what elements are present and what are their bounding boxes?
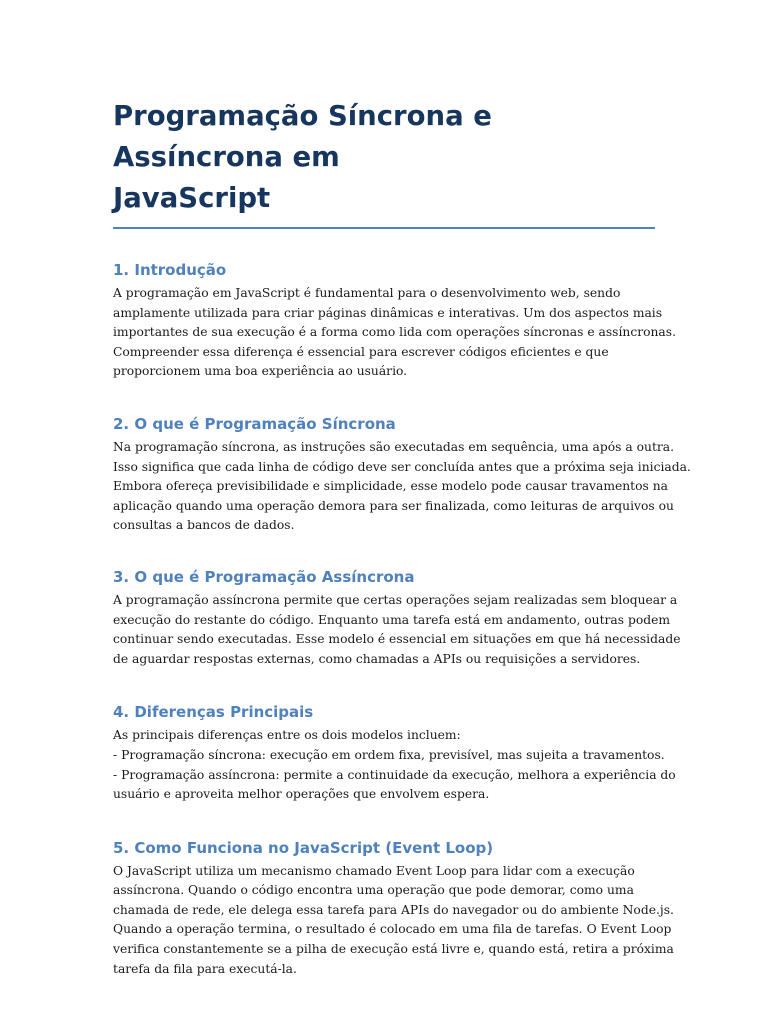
paragraph-line: verifica constantemente se a pilha de execução está livre e, quando está, retira a próxima xyxy=(113,942,674,957)
document-page xyxy=(113,96,691,979)
section-event-loop xyxy=(113,838,674,980)
paragraph-line: Quando a operação termina, o resultado é colocado em uma fila de tarefas. O Event Loop xyxy=(113,922,672,937)
paragraph-line: consultas a bancos de dados. xyxy=(113,518,295,533)
title-underline-rule xyxy=(113,227,655,229)
paragraph-line: de aguardar respostas externas, como chamadas a APIs ou requisições a servidores. xyxy=(113,651,641,666)
paragraph-line: A programação assíncrona permite que certas operações sejam realizadas sem bloquear a xyxy=(113,592,678,607)
paragraph-line: proporcionem uma boa experiência ao usuário. xyxy=(113,364,408,379)
section-heading: 1. Introdução xyxy=(113,261,227,279)
section-heading: 3. O que é Programação Assíncrona xyxy=(113,567,415,586)
paragraph-line: assíncrona. Quando o código encontra uma operação que pode demorar, como uma xyxy=(113,883,634,898)
section-programacao-sincrona xyxy=(113,414,691,536)
section-diferencas-principais xyxy=(113,702,676,804)
paragraph-line: continuar sendo executadas. Esse modelo é essencial em situações em que há necessidade xyxy=(113,632,681,647)
paragraph-line: importantes de sua execução é a forma como lida com operações síncronas e assíncronas. xyxy=(113,325,676,340)
paragraph-line: amplamente utilizada para criar páginas dinâmicas e interativas. Um dos aspectos mais xyxy=(113,305,663,320)
paragraph-line: execução do restante do código. Enquanto uma tarefa está em andamento, outras podem xyxy=(113,612,671,627)
paragraph-line: Compreender essa diferença é essencial para escrever códigos eficientes e que xyxy=(113,344,609,359)
paragraph-line: Isso significa que cada linha de código deve ser concluída antes que a próxima seja iniciada. xyxy=(113,459,691,474)
paragraph-line: chamada de rede, ele delega essa tarefa para APIs do navegador ou do ambiente Node.js. xyxy=(113,902,674,917)
document-title xyxy=(113,96,655,227)
section-introducao xyxy=(113,260,676,382)
section-heading: 2. O que é Programação Síncrona xyxy=(113,414,396,433)
paragraph-line: Embora ofereça previsibilidade e simplicidade, esse modelo pode causar travamentos na xyxy=(113,479,668,494)
section-paragraph xyxy=(113,726,676,804)
document-title-line-1: Programação Síncrona e Assíncrona em xyxy=(113,100,492,173)
paragraph-line: Na programação síncrona, as instruções são executadas em sequência, uma após a outra. xyxy=(113,439,675,454)
section-paragraph xyxy=(113,438,691,536)
document-title-line-2: JavaScript xyxy=(113,182,271,214)
list-item: - Programação síncrona: execução em ordem fixa, previsível, mas sujeita a travamentos. xyxy=(113,747,665,762)
section-heading: 5. Como Funciona no JavaScript (Event Loop) xyxy=(113,838,494,857)
section-paragraph xyxy=(113,862,674,980)
section-paragraph xyxy=(113,284,676,382)
paragraph-line: aplicação quando uma operação demora para ser finalizada, como leituras de arquivos ou xyxy=(113,498,674,513)
section-programacao-assincrona xyxy=(113,567,681,669)
paragraph-line: O JavaScript utiliza um mecanismo chamado Event Loop para lidar com a execução xyxy=(113,863,635,878)
paragraph-line: A programação em JavaScript é fundamental para o desenvolvimento web, sendo xyxy=(113,286,621,300)
paragraph-line: As principais diferenças entre os dois modelos incluem: xyxy=(113,728,461,743)
list-item: - Programação assíncrona: permite a continuidade da execução, melhora a experiência do xyxy=(113,767,676,782)
paragraph-line: usuário e aproveita melhor operações que envolvem espera. xyxy=(113,787,490,802)
paragraph-line: tarefa da fila para executá-la. xyxy=(113,961,297,976)
section-paragraph xyxy=(113,591,681,669)
section-heading: 4. Diferenças Principais xyxy=(113,703,314,722)
